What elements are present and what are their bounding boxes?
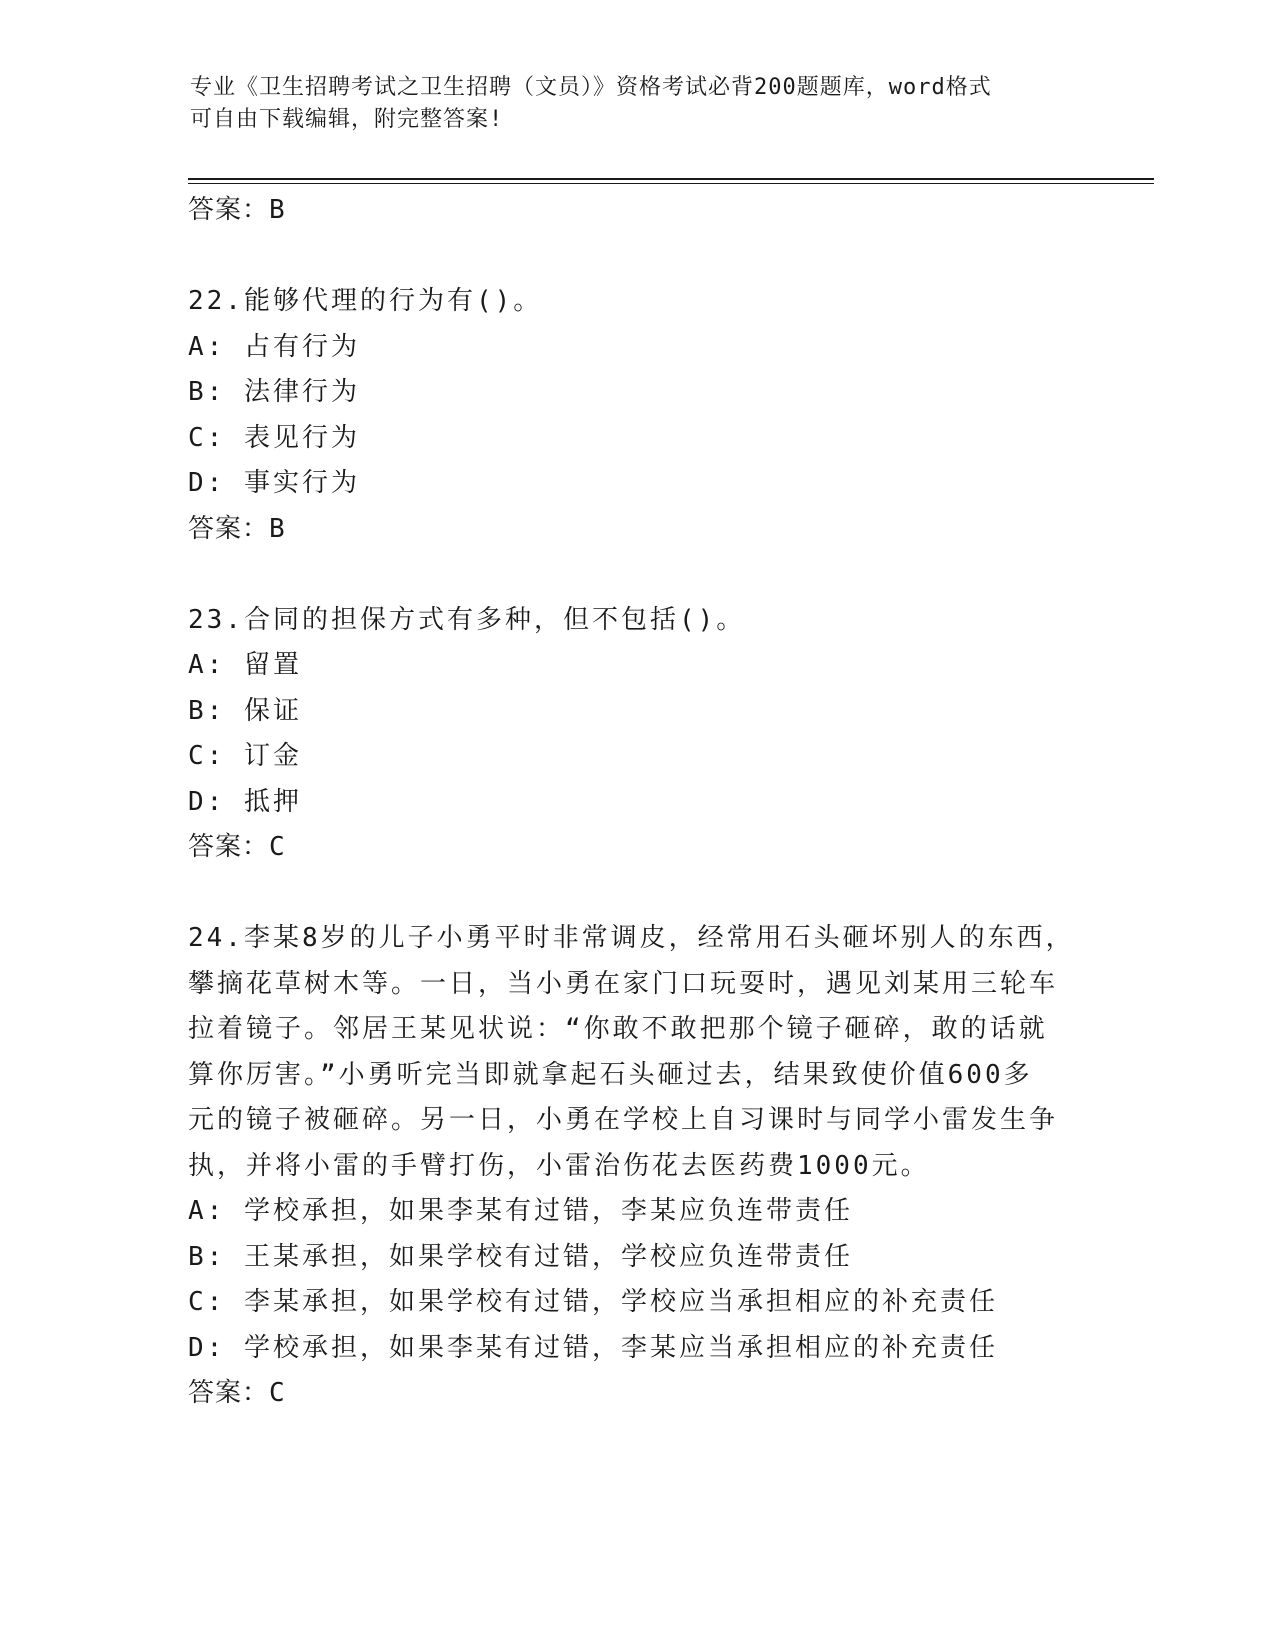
option-a: A: 留置	[188, 650, 302, 680]
option-a: A: 占有行为	[188, 331, 360, 362]
question-stem-line: 算你厉害。”小勇听完当即就拿起石头砸过去，结果致使价值600多	[188, 1059, 1033, 1090]
option-d: D: 学校承担，如果李某有过错，李某应当承担相应的补充责任	[188, 1332, 998, 1363]
option-b: B: 法律行为	[188, 377, 360, 407]
header-divider-thin	[188, 183, 1154, 184]
page-header	[190, 72, 1080, 136]
option-d: D: 事实行为	[188, 468, 360, 498]
question-stem-line: 拉着镜子。邻居王某见状说：“你敢不敢把那个镜子砸碎，敢的话就	[188, 1014, 1048, 1044]
option-c: C: 李某承担，如果学校有过错，学校应当承担相应的补充责任	[188, 1287, 998, 1317]
option-c: C: 订金	[188, 741, 302, 771]
question-stem-line: 攀摘花草树木等。一日，当小勇在家门口玩耍时，遇见刘某用三轮车	[188, 968, 1059, 999]
option-a: A: 学校承担，如果李某有过错，李某应负连带责任	[188, 1196, 853, 1226]
question-22	[188, 279, 1068, 552]
previous-answer: 答案：B	[188, 195, 286, 225]
question-stem: 22.能够代理的行为有()。	[188, 286, 543, 316]
header-title-line-1: 专业《卫生招聘考试之卫生招聘（文员）》资格考试必背200题题库，word格式	[190, 75, 992, 100]
question-stem-line: 元的镜子被砸碎。另一日，小勇在学校上自习课时与同学小雷发生争	[188, 1105, 1059, 1135]
question-content	[188, 188, 1075, 1417]
answer: 答案：B	[188, 513, 286, 544]
question-23	[188, 598, 1068, 871]
header-title-line-2: 可自由下载编辑，附完整答案!	[190, 107, 504, 132]
answer: 答案：C	[188, 1378, 286, 1408]
option-b: B: 保证	[188, 695, 302, 726]
answer: 答案：C	[188, 832, 286, 862]
question-stem: 23.合同的担保方式有多种，但不包括()。	[188, 604, 746, 635]
question-stem-line: 执，并将小雷的手臂打伤，小雷治伤花去医药费1000元。	[188, 1150, 930, 1181]
header-divider-thick	[188, 178, 1154, 180]
option-c: C: 表见行为	[188, 422, 360, 453]
question-stem-line: 24.李某8岁的儿子小勇平时非常调皮，经常用石头砸坏别人的东西，	[188, 923, 1075, 953]
option-b: B: 王某承担，如果学校有过错，学校应负连带责任	[188, 1241, 853, 1272]
option-d: D: 抵押	[188, 786, 302, 817]
question-24	[188, 916, 1075, 1417]
